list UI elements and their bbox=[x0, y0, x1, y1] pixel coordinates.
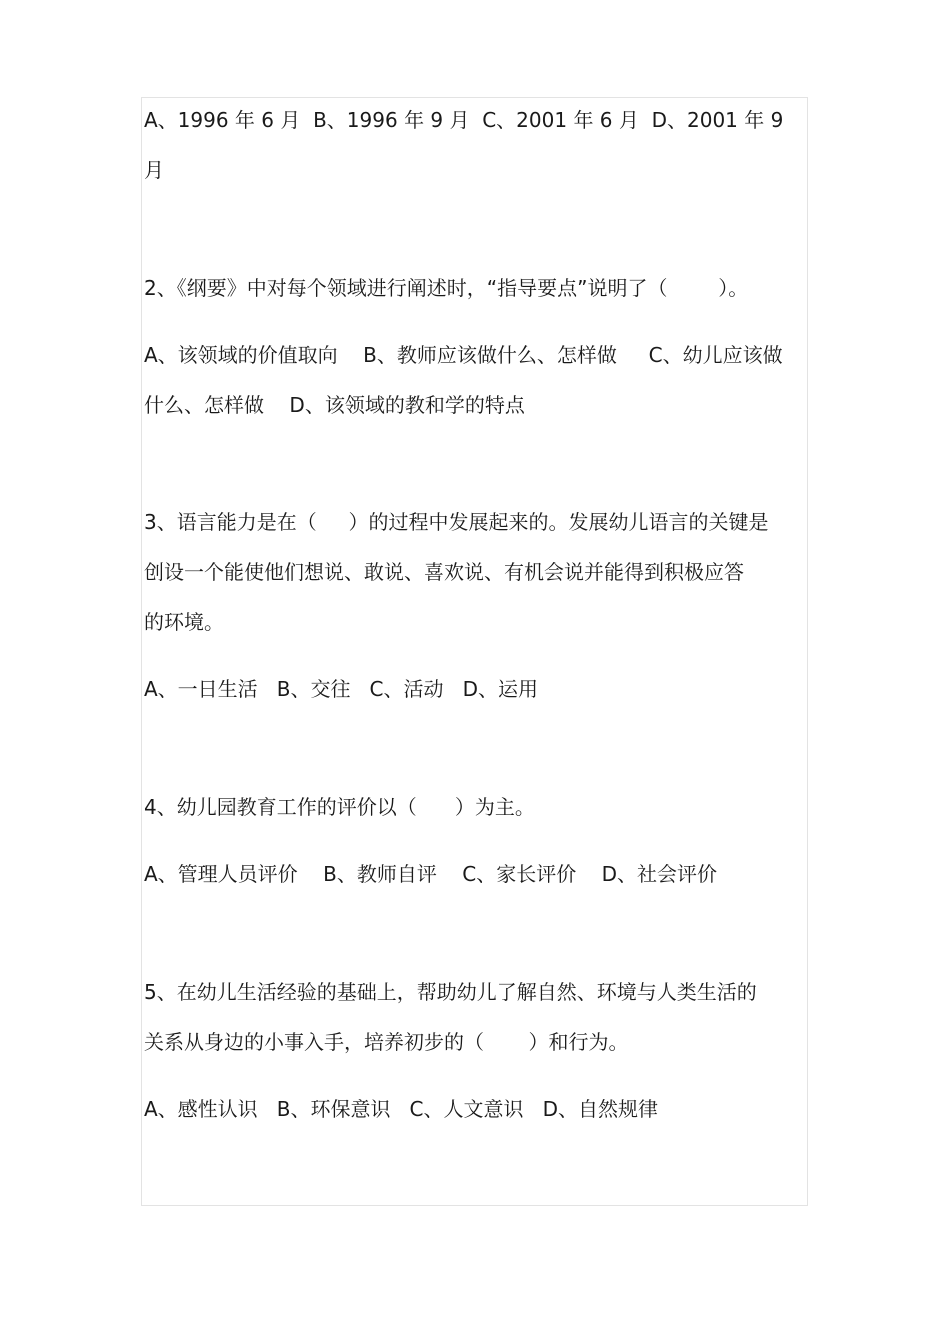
q1-options-line-2: 月 bbox=[144, 158, 164, 182]
q1-options-line-1: A、1996 年 6 月 B、1996 年 9 月 C、2001 年 6 月 D、2001 年 9 bbox=[144, 108, 784, 132]
q2-options-line-1: A、该领域的价值取向 B、教师应该做什么、怎样做 C、幼儿应该做 bbox=[144, 343, 783, 367]
q3-options: A、一日生活 B、交往 C、活动 D、运用 bbox=[144, 677, 538, 701]
q5-question-line-2: 关系从身边的小事入手，培养初步的（ ）和行为。 bbox=[144, 1030, 629, 1054]
q3-question-line-2: 创设一个能使他们想说、敢说、喜欢说、有机会说并能得到积极应答 bbox=[144, 560, 744, 584]
q4-question: 4、幼儿园教育工作的评价以（ ）为主。 bbox=[144, 795, 535, 819]
q3-question-line-1: 3、语言能力是在（ ）的过程中发展起来的。发展幼儿语言的关键是 bbox=[144, 510, 769, 534]
q2-question: 2、《纲要》中对每个领域进行阐述时，“指导要点”说明了（ ）。 bbox=[144, 276, 749, 300]
q4-options: A、管理人员评价 B、教师自评 C、家长评价 D、社会评价 bbox=[144, 862, 718, 886]
q3-question-line-3: 的环境。 bbox=[144, 610, 224, 634]
q5-options: A、感性认识 B、环保意识 C、人文意识 D、自然规律 bbox=[144, 1097, 658, 1121]
q5-question-line-1: 5、在幼儿生活经验的基础上，帮助幼儿了解自然、环境与人类生活的 bbox=[144, 980, 757, 1004]
q2-options-line-2: 什么、怎样做 D、该领域的教和学的特点 bbox=[144, 393, 525, 417]
